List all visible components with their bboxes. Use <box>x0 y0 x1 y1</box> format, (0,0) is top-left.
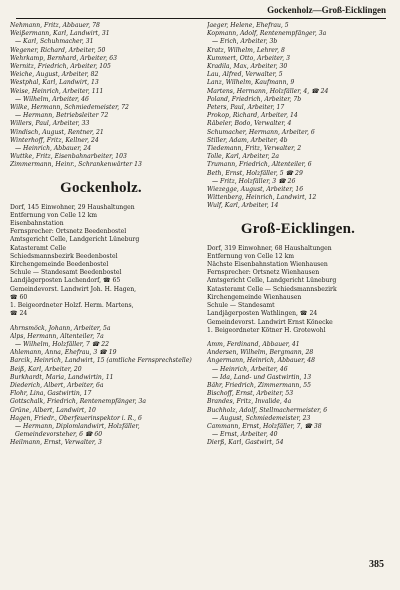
resident-entry: Tiedemann, Fritz, Verwalter, 2 <box>207 145 302 153</box>
town-info-line: Kirchengemeinde Wienhausen <box>207 293 302 301</box>
resident-entry: Hagen, Friedr., Oberfeuerinspektor i. R., 6 <box>10 414 142 422</box>
resident-entry: Bähr, Friedrich, Zimmermann, 55 <box>207 381 311 389</box>
resident-entry: Willers, Paul, Arbeiter, 33 <box>10 120 90 128</box>
town-info-line: Amtsgericht Celle, Landgericht Lüneburg <box>207 277 337 285</box>
resident-entry: — Erich, Arbeiter, 3b <box>212 38 278 46</box>
town-info-line: Dorf, 145 Einwohner, 29 Haushaltungen <box>10 203 135 211</box>
right-top-entries <box>207 22 389 211</box>
town-info-line: ☎ 24 <box>10 310 28 318</box>
resident-entry: Brandes, Fritz, Invalide, 4a <box>207 398 292 406</box>
resident-entry: Dierß, Karl, Gastwirt, 54 <box>207 439 284 447</box>
gockenholz-title: Gockenholz. <box>60 179 142 196</box>
town-info-line: Gemeindevorst. Landwirt Joh. H. Hagen, <box>10 285 137 293</box>
town-info-line: Schule — Standesamt Beedenbostel <box>10 269 122 277</box>
resident-entry: Martens, Hermann, Holzfäller, 4, ☎ 24 <box>207 87 329 95</box>
resident-entry: Poland, Friedrich, Arbeiter, 7b <box>207 95 302 103</box>
resident-entry: Weise, Heinrich, Arbeiter, 111 <box>10 87 104 95</box>
town-info-line: Nächste Eisenbahnstation Wienhausen <box>207 261 328 269</box>
resident-entry: Stiller, Adam, Arbeiter, 4b <box>207 136 288 144</box>
resident-entry: Ahlemann, Anna, Ehefrau, 3 ☎ 19 <box>10 349 117 357</box>
resident-entry: Windisch, August, Rentner, 21 <box>10 128 104 136</box>
resident-entry: — August, Schmiedemeister, 23 <box>212 414 311 422</box>
town-info-line: Katasteramt Celle — Schiedsmannsbezirk <box>207 285 337 293</box>
resident-entry: Kradila, Max, Arbeiter, 30 <box>207 63 288 71</box>
resident-entry: Wuttke, Fritz, Eisenbahnarbeiter, 103 <box>10 153 127 161</box>
resident-entry: Andersen, Wilhelm, Bergmann, 28 <box>207 349 314 357</box>
resident-entry: Amm, Ferdinand, Abbauer, 41 <box>207 340 300 348</box>
resident-entry: — Wilhelm, Arbeiter, 46 <box>15 95 89 103</box>
resident-entry: Weiche, August, Arbeiter, 82 <box>10 71 99 79</box>
resident-entry: Alps, Hermann, Altenteiler, 7a <box>10 332 104 340</box>
resident-entry: Barcik, Heinrich, Landwirt, 15 (amtliche Fernsprechstelle) <box>10 357 192 365</box>
resident-entry: Räbeler, Bodo, Verwalter, 4 <box>207 120 292 128</box>
resident-entry: Flohr, Lina, Gastwirtin, 17 <box>10 390 92 398</box>
resident-entry: Jaeger, Helene, Ehefrau, 5 <box>207 22 289 29</box>
town-info-line: Dorf, 319 Einwohner, 68 Haushaltungen <box>207 244 332 252</box>
town-info-line: Kirchengemeinde Beedenbostel <box>10 261 109 269</box>
resident-entry: Wittenberg, Heinrich, Landwirt, 12 <box>207 194 317 202</box>
gockenholz-info <box>10 204 192 319</box>
resident-entry: Cammann, Ernst, Holzfäller, 7, ☎ 38 <box>207 422 322 430</box>
resident-entry: — Heinrich, Abbauer, 24 <box>15 145 92 153</box>
eicklingen-title: Groß-Eicklingen. <box>240 220 356 237</box>
resident-entry: Ahrnsmöck, Johann, Arbeiter, 5a <box>10 324 111 332</box>
resident-entry: Wernitz, Friedrich, Arbeiter, 105 <box>10 63 111 71</box>
resident-entry: Grüne, Albert, Landwirt, 10 <box>10 406 96 414</box>
resident-entry: Winterhoff, Fritz, Kellner, 24 <box>10 136 99 144</box>
town-info-line: Schule — Standesamt <box>207 302 275 310</box>
resident-entry: Lau, Alfred, Verwalter, 5 <box>207 71 283 79</box>
resident-entry: Schumacher, Hermann, Arbeiter, 6 <box>207 128 315 136</box>
town-info-line: ☎ 60 <box>10 293 28 301</box>
resident-entry: Wulf, Karl, Arbeiter, 14 <box>207 202 279 210</box>
resident-entry: Diederich, Albert, Arbeiter, 6a <box>10 381 104 389</box>
town-info-line: 1. Beigeordneter Kötner H. Grotewohl <box>207 326 326 334</box>
resident-entry: Prokop, Richard, Arbeiter, 14 <box>207 112 298 120</box>
left-top-entries <box>10 22 192 170</box>
resident-entry: — Fritz, Holzfäller, 3 ☎ 26 <box>212 177 296 185</box>
eicklingen-info <box>207 245 389 335</box>
resident-entry: Heilmann, Ernst, Verwalter, 3 <box>10 439 102 447</box>
resident-entry: Westphal, Karl, Landwirt, 13 <box>10 79 99 87</box>
resident-entry: Tolle, Karl, Arbeiter, 2a <box>207 153 280 161</box>
resident-entry: Kratz, Wilhelm, Lehrer, 8 <box>207 46 285 54</box>
town-info-line: Schiedsmannsbezirk Beedenbostel <box>10 252 118 260</box>
resident-entry: Gemeindevorsteher, 6 ☎ 60 <box>15 431 103 439</box>
resident-entry: — Karl, Schuhmacher, 31 <box>15 38 94 46</box>
running-header: Gockenholz—Groß-Eicklingen <box>16 4 386 19</box>
resident-entry: Bischoff, Ernst, Arbeiter, 53 <box>207 390 294 398</box>
resident-entry: Trumann, Friedrich, Altenteiler, 6 <box>207 161 312 169</box>
resident-entry: Kummert, Otto, Arbeiter, 3 <box>207 54 290 62</box>
resident-entry: — Ida, Land- und Gastwirtin, 13 <box>212 373 312 381</box>
resident-entry: Nehmann, Fritz, Abbauer, 78 <box>10 22 100 29</box>
resident-entry: Weißermann, Karl, Landwirt, 31 <box>10 30 110 38</box>
resident-entry: — Hermann, Diplomlandwirt, Holzfäller, <box>15 422 140 430</box>
resident-entry: Peters, Paul, Arbeiter, 17 <box>207 104 285 112</box>
town-info-line: Amtsgericht Celle, Landgericht Lüneburg <box>10 236 140 244</box>
page-number: 385 <box>369 559 384 570</box>
right-bottom-entries <box>207 341 389 448</box>
left-column <box>10 22 192 448</box>
resident-entry: Gottschalk, Friedrich, Rentenempfänger, 3a <box>10 398 147 406</box>
resident-entry: — Heinrich, Arbeiter, 46 <box>212 365 288 373</box>
resident-entry: Beth, Ernst, Holzfäller, 5 ☎ 29 <box>207 169 303 177</box>
resident-entry: Zimmermann, Heinr., Schrankenwärter 13 <box>10 161 142 169</box>
town-info-line: Katasteramt Celle <box>10 244 66 252</box>
resident-entry: Lanz, Wilhelm, Kaufmann, 9 <box>207 79 295 87</box>
resident-entry: — Ernst, Arbeiter, 40 <box>212 431 278 439</box>
town-info-line: 1. Beigeordneter Holzf. Herm. Martens, <box>10 302 134 310</box>
town-info-line: Entfernung von Celle 12 km <box>207 252 295 260</box>
town-info-line: Eisenbahnstation <box>10 220 64 228</box>
resident-entry: Burkhardt, Maria, Landwirtin, 11 <box>10 373 114 381</box>
resident-entry: — Hermann, Betriebsleiter 72 <box>15 112 109 120</box>
resident-entry: Angermann, Heinrich, Abbauer, 48 <box>207 357 315 365</box>
resident-entry: Beiß, Karl, Arbeiter, 20 <box>10 365 82 373</box>
town-info-line: Fernsprecher: Ortsnetz Beedenbostel <box>10 228 127 236</box>
resident-entry: Wiezegge, August, Arbeiter, 16 <box>207 186 304 194</box>
resident-entry: Wilke, Hermann, Schmiedemeister, 72 <box>10 104 129 112</box>
town-info-line: Landjägerposten Wathlingen, ☎ 24 <box>207 310 318 318</box>
resident-entry: — Wilhelm, Holzfäller, 7 ☎ 22 <box>15 340 109 348</box>
left-bottom-entries <box>10 325 192 448</box>
resident-entry: Wegener, Richard, Arbeiter, 50 <box>10 46 106 54</box>
resident-entry: Wehrkamp, Bernhard, Arbeiter, 63 <box>10 54 117 62</box>
town-info-line: Entfernung von Celle 12 km <box>10 211 98 219</box>
town-info-line: Gemeindevorst. Landwirt Ernst Könecke <box>207 318 333 326</box>
resident-entry: Kopmann, Adolf, Rentenempfänger, 3a <box>207 30 327 38</box>
town-info-line: Fernsprecher: Ortsnetz Wienhausen <box>207 269 320 277</box>
town-info-line: Landjägerposten Lachendorf, ☎ 65 <box>10 277 121 285</box>
resident-entry: Buchholz, Adolf, Stellmachermeister, 6 <box>207 406 328 414</box>
right-column <box>207 22 389 448</box>
